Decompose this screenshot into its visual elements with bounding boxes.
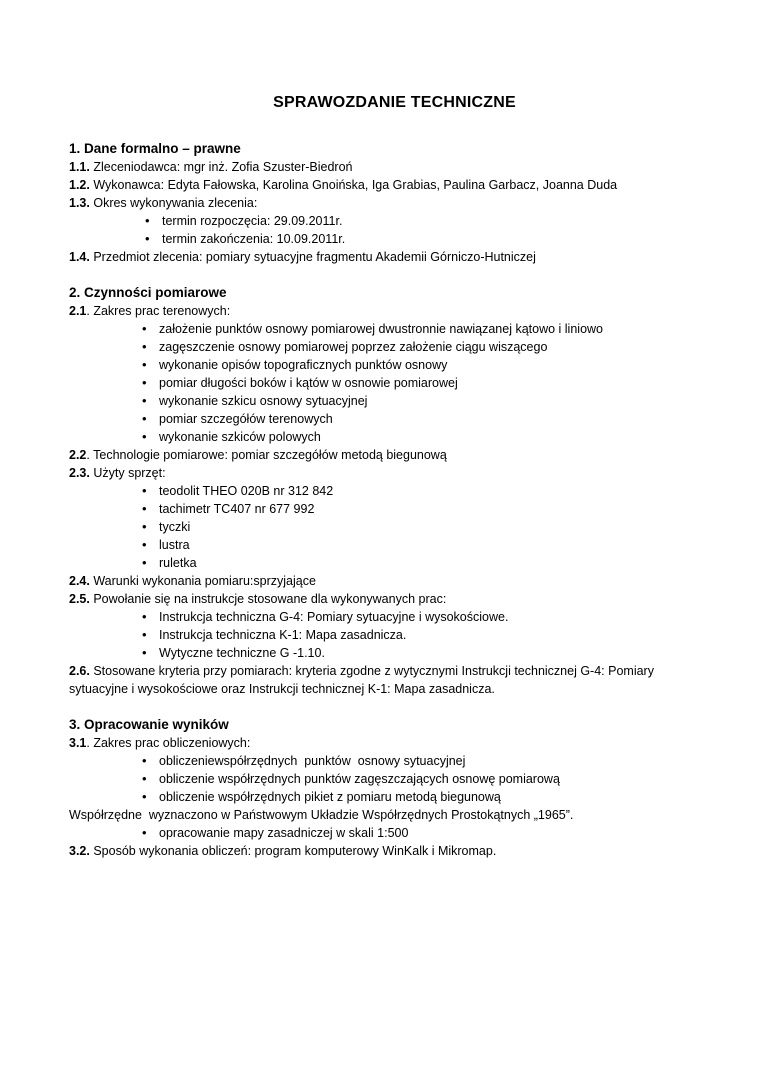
list-item: • termin zakończenia: 10.09.2011r.: [162, 230, 720, 248]
item-text: Użyty sprzęt:: [93, 466, 166, 480]
item-text: . Zakres prac terenowych:: [86, 304, 231, 318]
item-number: 2.5.: [69, 592, 90, 606]
item-1-3: [69, 194, 720, 212]
item-2-6: [69, 662, 684, 698]
item-text: Wykonawca: Edyta Fałowska, Karolina Gnoińska, Iga Grabias, Paulina Garbacz, Joanna Duda: [93, 178, 618, 192]
item-number: 3.2.: [69, 844, 90, 858]
coordinates-note: Współrzędne wyznaczono w Państwowym Układzie Współrzędnych Prostokątnych „1965”.: [69, 808, 574, 822]
list-item: • tyczki: [159, 518, 720, 536]
list-item: • lustra: [159, 536, 720, 554]
list-item: • zagęszczenie osnowy pomiarowej poprzez założenie ciągu wiszącego: [159, 338, 720, 356]
section-3-heading: 3. Opracowanie wyników: [69, 717, 229, 732]
list-item: • wykonanie szkicu osnowy sytuacyjnej: [159, 392, 720, 410]
list-item: • Instrukcja techniczna G-4: Pomiary sytuacyjne i wysokościowe.: [159, 608, 720, 626]
item-text: . Technologie pomiarowe: pomiar szczegółów metodą biegunową: [86, 448, 447, 462]
item-text: . Zakres prac obliczeniowych:: [86, 736, 251, 750]
item-2-4: [69, 572, 720, 590]
list-item: • założenie punktów osnowy pomiarowej dwustronnie nawiązanej kątowo i liniowo: [159, 320, 720, 338]
item-number: 1.1.: [69, 160, 90, 174]
item-text: Przedmiot zlecenia: pomiary sytuacyjne fragmentu Akademii Górniczo-Hutniczej: [93, 250, 536, 264]
item-1-2: [69, 176, 720, 194]
item-text: Stosowane kryteria przy pomiarach: kryteria zgodne z wytycznymi Instrukcji technicznej G-4: Pomiary sytuacyjne i wysokościowe oraz Instrukcji technicznej K-1: Mapa zasadnicza.: [69, 664, 654, 696]
item-1-1: [69, 158, 720, 176]
item-number: 1.2.: [69, 178, 90, 192]
list-item: • wykonanie opisów topograficznych punktów osnowy: [159, 356, 720, 374]
item-number: 2.6.: [69, 664, 90, 678]
item-text: Sposób wykonania obliczeń: program komputerowy WinKalk i Mikromap.: [93, 844, 497, 858]
item-2-2: [69, 446, 720, 464]
item-number: 1.4.: [69, 250, 90, 264]
list-item: • wykonanie szkiców polowych: [159, 428, 720, 446]
list-item: • obliczenie współrzędnych pikiet z pomiaru metodą biegunową: [159, 788, 720, 806]
item-3-1: [69, 734, 720, 752]
list-item: • termin rozpoczęcia: 29.09.2011r.: [162, 212, 720, 230]
list-item: • ruletka: [159, 554, 720, 572]
item-number: 2.4.: [69, 574, 90, 588]
instructions-list: [69, 608, 720, 662]
calculations-list: [69, 752, 720, 806]
item-1-4: [69, 248, 720, 266]
item-number: 2.1: [69, 304, 87, 318]
item-number: 1.3.: [69, 196, 90, 210]
list-item: • pomiar szczegółów terenowych: [159, 410, 720, 428]
item-text: Powołanie się na instrukcje stosowane dla wykonywanych prac:: [93, 592, 447, 606]
item-number: 2.3.: [69, 466, 90, 480]
document-title: SPRAWOZDANIE TECHNICZNE: [273, 94, 516, 111]
item-2-3: [69, 464, 720, 482]
list-item: • opracowanie mapy zasadniczej w skali 1:500: [159, 824, 720, 842]
section-2-heading: 2. Czynności pomiarowe: [69, 285, 227, 300]
map-list: [69, 824, 720, 842]
equipment-list: [69, 482, 720, 572]
list-item: • teodolit THEO 020B nr 312 842: [159, 482, 720, 500]
item-number: 2.2: [69, 448, 87, 462]
works-list: [69, 320, 720, 446]
list-item: • Wytyczne techniczne G -1.10.: [159, 644, 720, 662]
item-2-1: [69, 302, 720, 320]
item-text: Okres wykonywania zlecenia:: [93, 196, 258, 210]
list-item: • tachimetr TC407 nr 677 992: [159, 500, 720, 518]
dates-list: [69, 212, 720, 248]
item-text: Zleceniodawca: mgr inż. Zofia Szuster-Biedroń: [93, 160, 353, 174]
item-text: Warunki wykonania pomiaru:sprzyjające: [93, 574, 316, 588]
item-2-5: [69, 590, 720, 608]
list-item: • obliczenie współrzędnych punktów zagęszczających osnowę pomiarową: [159, 770, 720, 788]
item-3-2: [69, 842, 720, 860]
section-1-heading: 1. Dane formalno – prawne: [69, 141, 241, 156]
item-number: 3.1: [69, 736, 87, 750]
list-item: • pomiar długości boków i kątów w osnowie pomiarowej: [159, 374, 720, 392]
list-item: • Instrukcja techniczna K-1: Mapa zasadnicza.: [159, 626, 720, 644]
list-item: • obliczeniewspółrzędnych punktów osnowy sytuacyjnej: [159, 752, 720, 770]
